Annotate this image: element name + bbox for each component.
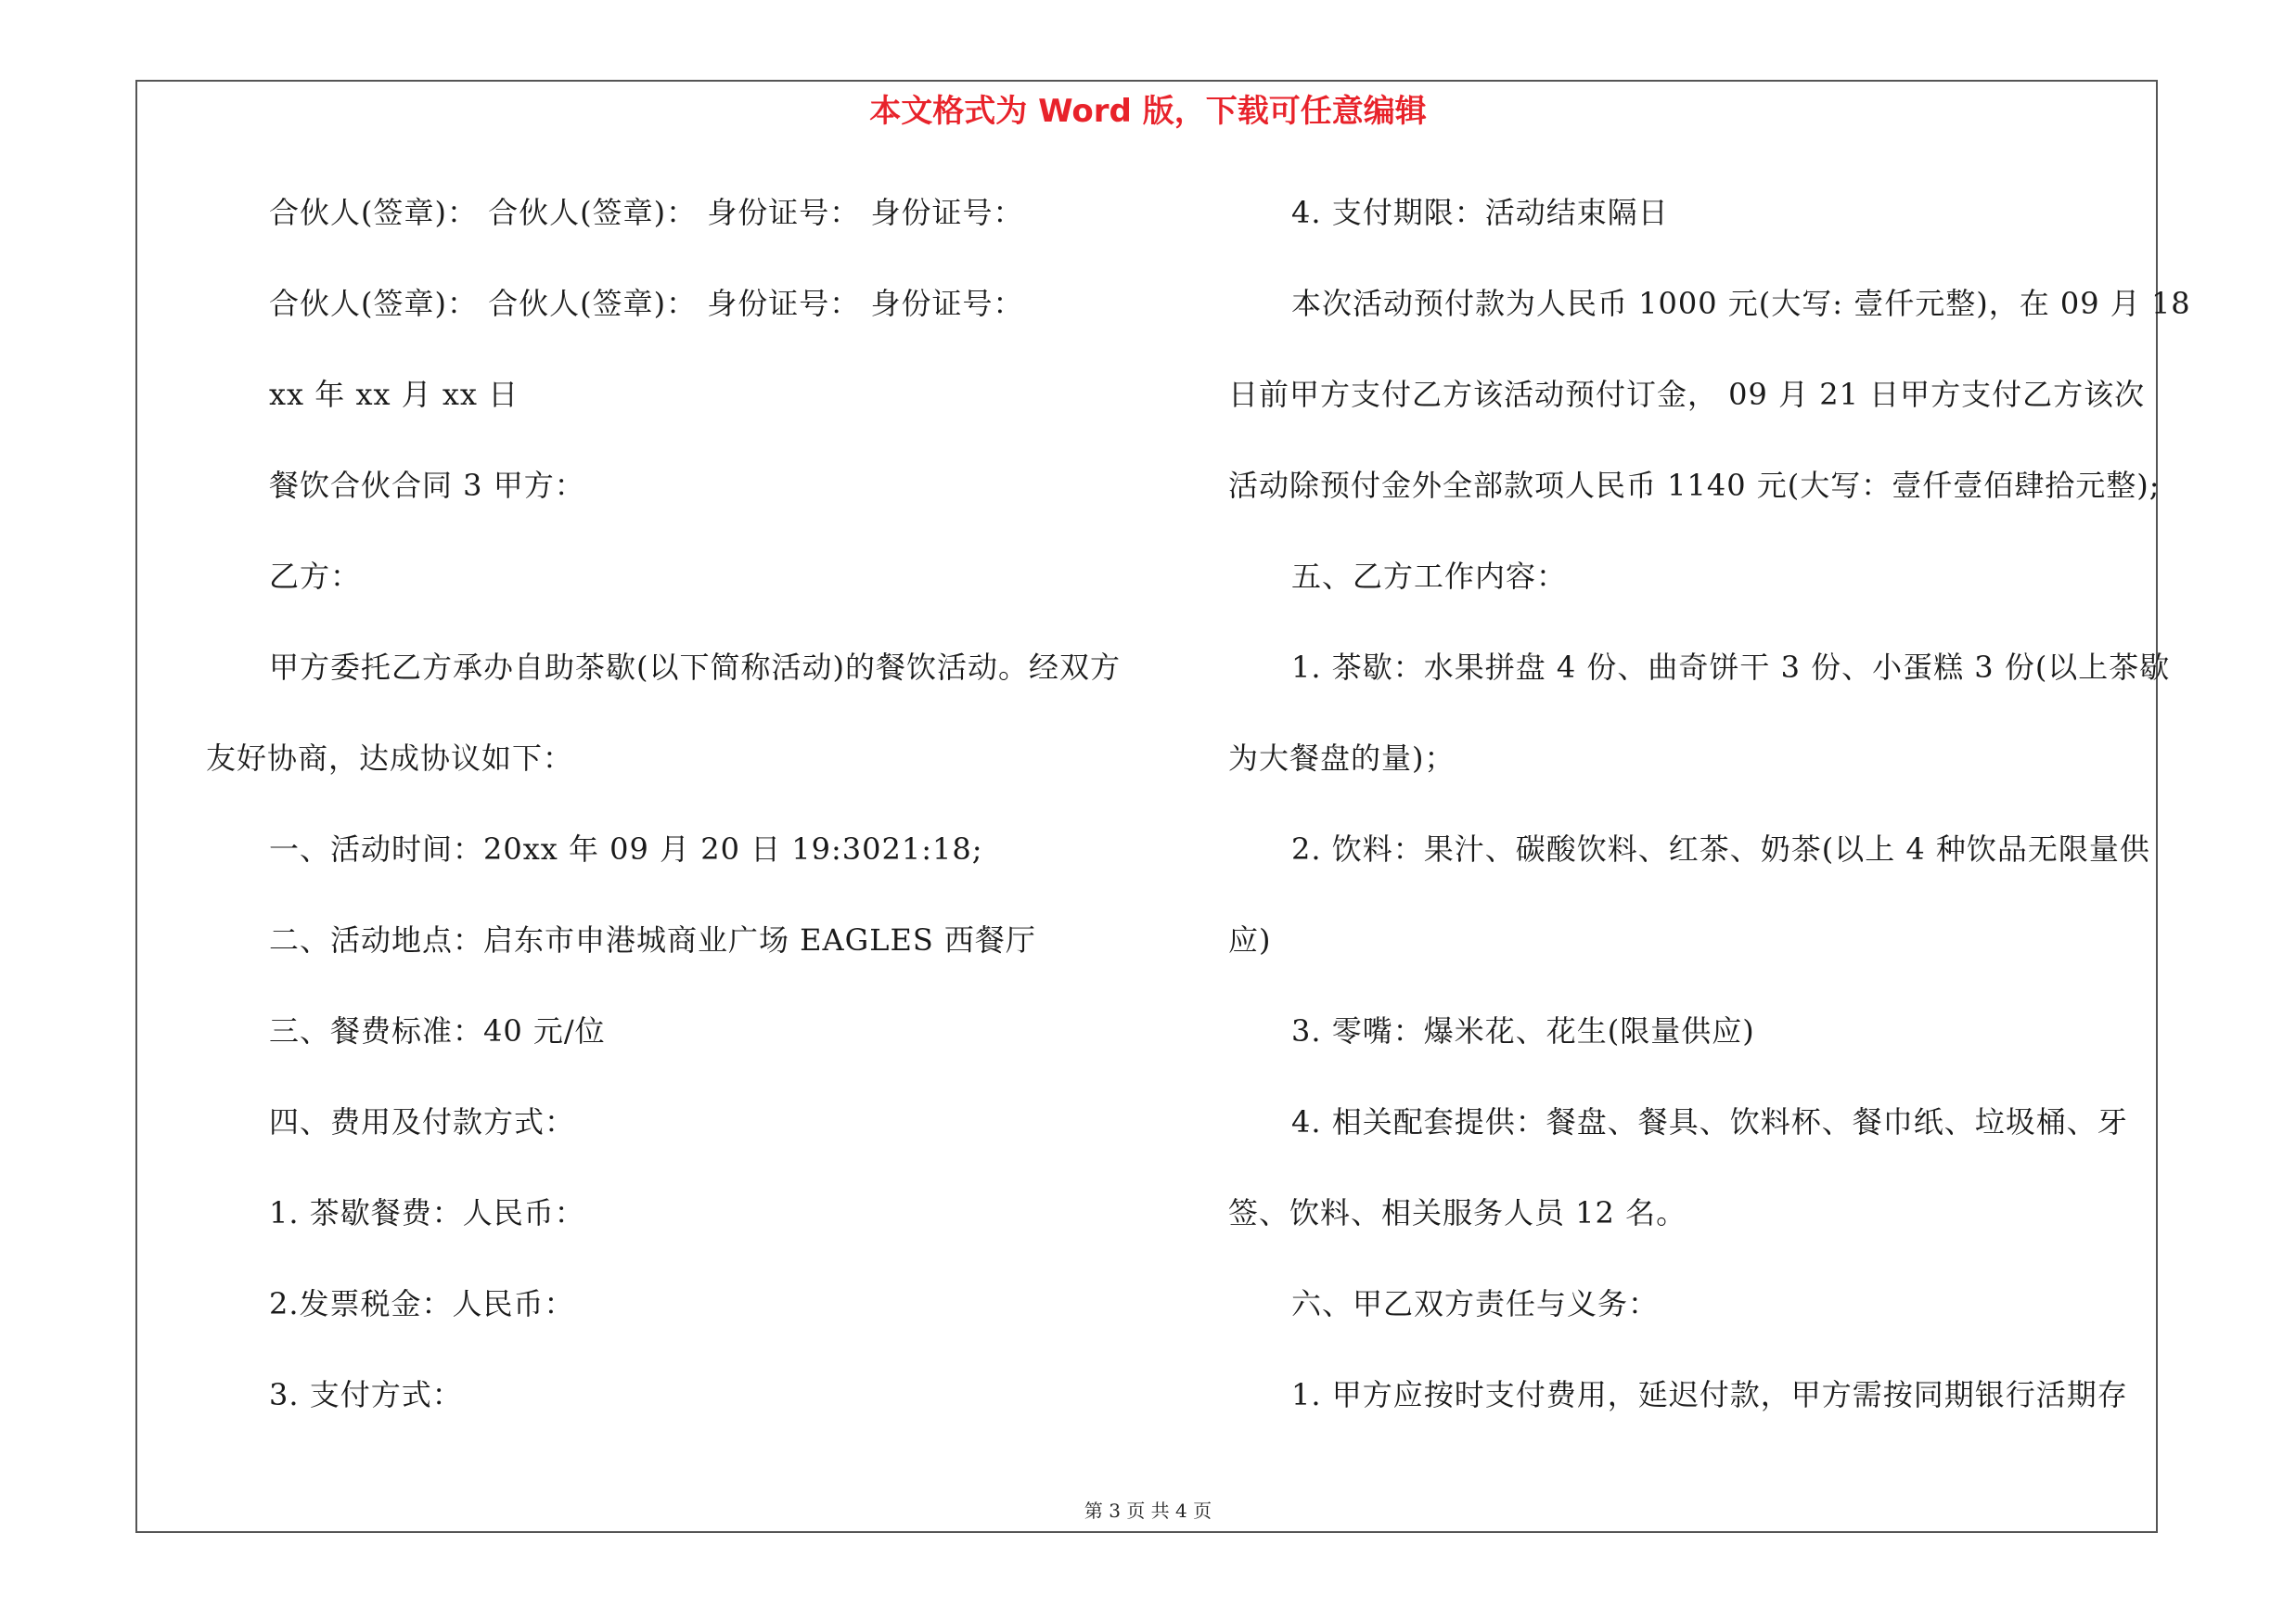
paragraph-line: 2. 饮料：果汁、碳酸饮料、红茶、奶茶(以上 4 种饮品无限量供: [1291, 831, 2150, 867]
paragraph-line: 乙方：: [269, 559, 362, 594]
paragraph-line: xx 年 xx 月 xx 日: [269, 377, 519, 412]
paragraph-line: 2.发票税金：人民币：: [269, 1286, 575, 1321]
paragraph-line: 四、费用及付款方式：: [269, 1104, 576, 1140]
paragraph-line: 餐饮合伙合同 3 甲方：: [269, 468, 585, 503]
paragraph-line: 应): [1228, 922, 1272, 958]
paragraph-line: 合伙人(签章)： 合伙人(签章)： 身份证号： 身份证号：: [269, 195, 1024, 230]
paragraph-line: 五、乙方工作内容：: [1291, 559, 1568, 594]
paragraph-line: 日前甲方支付乙方该活动预付订金， 09 月 21 日甲方支付乙方该次: [1228, 377, 2146, 412]
paragraph-line: 1. 茶歇：水果拼盘 4 份、曲奇饼干 3 份、小蛋糕 3 份(以上茶歇: [1291, 650, 2171, 685]
page-number: 第 3 页 共 4 页: [1084, 1500, 1212, 1522]
paragraph-line: 三、餐费标准：40 元/位: [269, 1013, 606, 1049]
paragraph-line: 甲方委托乙方承办自助茶歇(以下简称活动)的餐饮活动。经双方: [269, 650, 1121, 685]
paragraph-line: 一、活动时间：20xx 年 09 月 20 日 19:3021:18;: [269, 831, 983, 867]
paragraph-line: 六、甲乙双方责任与义务：: [1291, 1286, 1660, 1321]
paragraph-line: 友好协商，达成协议如下：: [206, 741, 574, 776]
paragraph-line: 二、活动地点：启东市申港城商业广场 EAGLES 西餐厅: [269, 922, 1036, 958]
paragraph-line: 本次活动预付款为人民币 1000 元(大写: 壹仟元整)，在 09 月 18: [1291, 286, 2191, 321]
paragraph-line: 3. 零嘴：爆米花、花生(限量供应): [1291, 1013, 1755, 1049]
paragraph-line: 为大餐盘的量)；: [1228, 741, 1456, 776]
paragraph-line: 4. 相关配套提供：餐盘、餐具、饮料杯、餐巾纸、垃圾桶、牙: [1291, 1104, 2128, 1140]
paragraph-line: 3. 支付方式：: [269, 1377, 463, 1412]
paragraph-line: 1. 茶歇餐费：人民币：: [269, 1195, 585, 1230]
paragraph-line: 1. 甲方应按时支付费用，延迟付款，甲方需按同期银行活期存: [1291, 1377, 2128, 1412]
paragraph-line: 4. 支付期限：活动结束隔日: [1291, 195, 1669, 230]
paragraph-line: 合伙人(签章)： 合伙人(签章)： 身份证号： 身份证号：: [269, 286, 1024, 321]
paragraph-line: 活动除预付金外全部款项人民币 1140 元(大写：壹仟壹佰肆拾元整);: [1228, 468, 2161, 503]
format-banner: 本文格式为 Word 版，下载可任意编辑: [869, 93, 1427, 130]
paragraph-line: 签、饮料、相关服务人员 12 名。: [1228, 1195, 1687, 1230]
